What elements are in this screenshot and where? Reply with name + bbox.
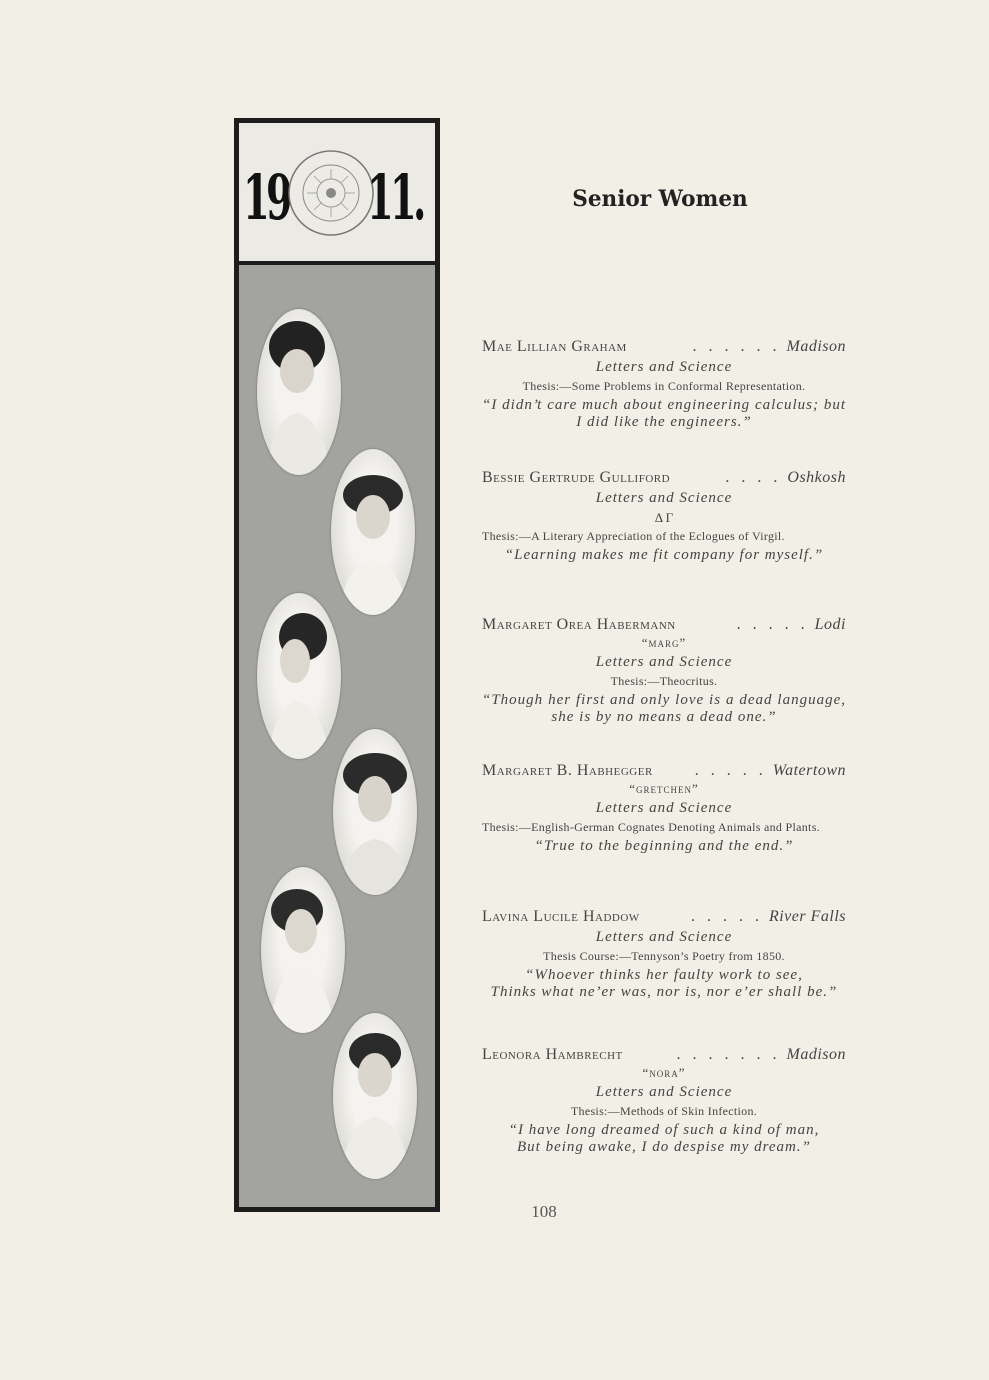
course: Letters and Science bbox=[595, 490, 733, 506]
portrait-gulliford bbox=[331, 449, 415, 615]
hometown: River Falls bbox=[768, 908, 846, 925]
hometown: Madison bbox=[786, 338, 846, 355]
portrait-column bbox=[234, 118, 440, 1212]
thesis: Thesis:—English-German Cognates Denoting Animals and Plants. bbox=[482, 820, 820, 834]
nickname: “gretchen” bbox=[629, 781, 699, 796]
leader-dots: . . . . . bbox=[736, 616, 809, 633]
course: Letters and Science bbox=[595, 800, 733, 816]
quote-line-1: “I have long dreamed of such a kind of man, bbox=[508, 1122, 820, 1138]
name-line bbox=[482, 338, 846, 356]
portrait-hambrecht bbox=[333, 1013, 417, 1179]
name-line bbox=[482, 908, 846, 926]
leader-dots: . . . . bbox=[725, 469, 782, 486]
name-line bbox=[482, 762, 846, 780]
name-line bbox=[482, 469, 846, 487]
leader-dots: . . . . . . bbox=[692, 338, 781, 355]
hometown: Madison bbox=[786, 1046, 846, 1063]
portrait-graham bbox=[257, 309, 341, 475]
page-number: 108 bbox=[531, 1202, 557, 1221]
year-digits-right: 11. bbox=[367, 161, 423, 234]
entry-gulliford bbox=[482, 469, 846, 564]
entry-hambrecht bbox=[482, 1046, 846, 1156]
university-seal-icon bbox=[287, 149, 375, 237]
student-name: Margaret Orea Habermann bbox=[482, 616, 676, 633]
entry-habhegger bbox=[482, 762, 846, 855]
thesis: Thesis Course:—Tennyson’s Poetry from 1850. bbox=[543, 949, 785, 963]
section-title: Senior Women bbox=[572, 186, 748, 212]
quote-line-2: But being awake, I do despise my dream.” bbox=[517, 1139, 811, 1155]
thesis: Thesis:—Methods of Skin Infection. bbox=[570, 1104, 758, 1118]
year-header bbox=[239, 123, 435, 265]
leader-dots: . . . . . . . bbox=[676, 1046, 781, 1063]
student-name: Mae Lillian Graham bbox=[482, 338, 627, 355]
leader-dots: . . . . . bbox=[690, 908, 763, 925]
student-name: Bessie Gertrude Gulliford bbox=[482, 469, 671, 486]
quote-line-1: “Whoever thinks her faulty work to see, bbox=[525, 967, 803, 983]
quote: “Though her first and only love is a dead language, she is by no means a dead one.” bbox=[482, 692, 846, 725]
course: Letters and Science bbox=[595, 359, 733, 375]
nickname: “marg” bbox=[641, 635, 687, 650]
quote: “Learning makes me fit company for myself.” bbox=[504, 547, 824, 563]
portrait-habermann bbox=[257, 593, 341, 759]
student-name: Lavina Lucile Haddow bbox=[482, 908, 640, 925]
course: Letters and Science bbox=[595, 654, 733, 670]
portrait-haddow bbox=[261, 867, 345, 1033]
hometown: Lodi bbox=[814, 616, 846, 633]
portrait-habhegger bbox=[333, 729, 417, 895]
entry-graham bbox=[482, 338, 846, 431]
thesis: Thesis:—Theocritus. bbox=[610, 674, 718, 688]
student-name: Margaret B. Habhegger bbox=[482, 762, 653, 779]
thesis: Thesis:—A Literary Appreciation of the Eclogues of Virgil. bbox=[482, 529, 785, 543]
fraternity-letters: Δ Γ bbox=[654, 510, 674, 525]
quote: “True to the beginning and the end.” bbox=[534, 838, 794, 854]
name-line bbox=[482, 1046, 846, 1064]
entry-habermann bbox=[482, 616, 846, 726]
entry-haddow bbox=[482, 908, 846, 1001]
course: Letters and Science bbox=[595, 929, 733, 945]
leader-dots: . . . . . bbox=[694, 762, 767, 779]
hometown: Watertown bbox=[772, 762, 846, 779]
nickname: “nora” bbox=[642, 1065, 686, 1080]
year-digits-left: 19 bbox=[243, 161, 290, 234]
thesis: Thesis:—Some Problems in Conformal Representation. bbox=[522, 379, 806, 393]
name-line bbox=[482, 616, 846, 634]
hometown: Oshkosh bbox=[787, 469, 846, 486]
course: Letters and Science bbox=[595, 1084, 733, 1100]
quote-line-2: Thinks what ne’er was, nor is, nor e’er shall be.” bbox=[490, 984, 838, 1000]
student-name: Leonora Hambrecht bbox=[482, 1046, 623, 1063]
quote: “I didn’t care much about engineering calculus; but I did like the engineers.” bbox=[482, 397, 846, 430]
